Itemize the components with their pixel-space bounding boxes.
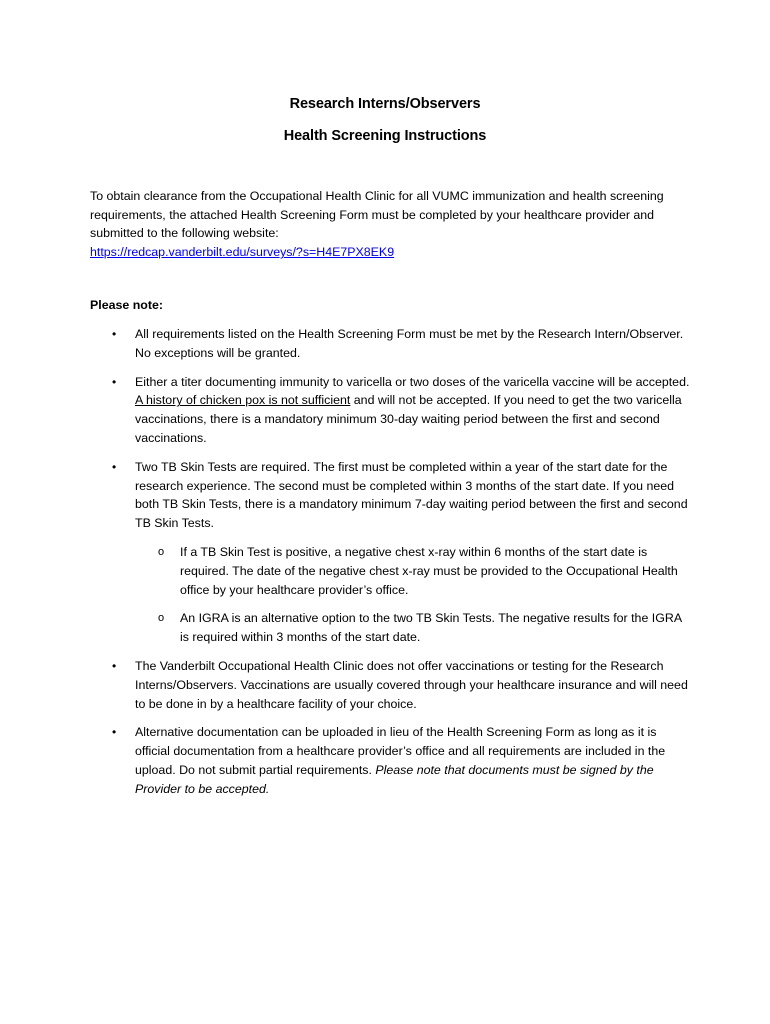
circle-bullet-icon: o	[158, 545, 165, 558]
bullet-icon: •	[112, 327, 117, 341]
signature-note: Please note that documents must be signed by the Provider to be accepted.	[135, 762, 654, 796]
document-subtitle: Health Screening Instructions	[283, 128, 487, 144]
list-item-text: and will not be accepted. If you need to get the two varicella vaccinations, there is a mandatory minimum 30-day waiting period between the first and second vaccinations.	[135, 393, 682, 445]
list-item-text: The Vanderbilt Occupational Health Clinic does not offer vaccinations or testing for the Research Interns/Observers. Vaccinations are usually covered through your healthcare insurance and will need to be done in by a healthcare facility of your choice.	[135, 658, 688, 711]
bullet-icon: •	[112, 658, 117, 673]
sub-list-item	[90, 609, 690, 647]
chicken-pox-note: A history of chicken pox is not sufficient	[135, 393, 351, 408]
requirements-list	[90, 325, 690, 809]
list-item	[90, 325, 690, 363]
list-item-text: All requirements listed on the Health Screening Form must be met by the Research Intern/Observer. No exceptions will be granted.	[135, 327, 684, 360]
document-title: Research Interns/Observers	[289, 96, 481, 112]
bullet-icon: •	[112, 459, 117, 474]
sub-list-item-text: An IGRA is an alternative option to the two TB Skin Tests. The negative results for the IGRA is required within 3 months of the start date.	[180, 611, 682, 645]
intro-text: To obtain clearance from the Occupational Health Clinic for all VUMC immunization and health screening requirements, the attached Health Screening Form must be completed by your healthcare provider and submitted to the following website:	[90, 189, 664, 241]
sub-list-item-text: If a TB Skin Test is positive, a negative chest x-ray within 6 months of the start date is required. The date of the negative chest x-ray must be provided to the Occupational Health office by your healthcare provider’s office.	[180, 544, 678, 597]
list-item-text: Alternative documentation can be uploaded in lieu of the Health Screening Form as long as it is official documentation from a healthcare provider’s office and all requirements are included in the upload. Do not submit partial requirements.	[135, 725, 666, 777]
list-item	[90, 723, 690, 798]
list-item	[90, 373, 690, 448]
circle-bullet-icon: o	[158, 612, 165, 625]
list-item-text: Two TB Skin Tests are required. The first must be completed within a year of the start date for the research experience. The second must be completed within 3 months of the start date. If you need both TB Skin Tests, there is a mandatory minimum 7-day waiting period between the first and second TB Skin Tests.	[135, 459, 688, 531]
list-item-text: Either a titer documenting immunity to varicella or two doses of the varicella vaccine will be accepted.	[135, 374, 690, 389]
bullet-icon: •	[112, 725, 117, 740]
please-note-heading: Please note:	[90, 298, 163, 312]
intro-paragraph	[90, 187, 690, 262]
list-item	[90, 458, 690, 647]
sub-list-item	[90, 543, 690, 599]
list-item	[90, 657, 690, 713]
survey-link[interactable]: https://redcap.vanderbilt.edu/surveys/?s=H4E7PX8EK9	[90, 245, 395, 260]
bullet-icon: •	[112, 374, 117, 389]
tb-sub-list	[135, 543, 690, 647]
